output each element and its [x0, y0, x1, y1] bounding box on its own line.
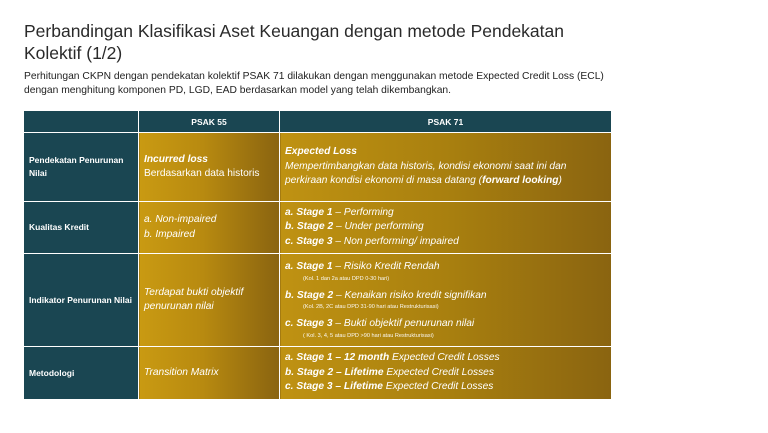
- psak71-kualitas-a: a. Stage 1 – Performing: [285, 206, 394, 218]
- psak71-indikator-c: c. Stage 3 – Bukti objektif penurunan nilai: [285, 318, 475, 330]
- psak71-kualitas-cell: [280, 202, 612, 254]
- psak71-forward-looking: forward looking: [482, 175, 559, 187]
- comparison-table: [23, 110, 612, 400]
- header-psak55: PSAK 55: [139, 111, 280, 133]
- psak55-metodologi-cell: Transition Matrix: [139, 347, 280, 400]
- psak71-indikator-cell: [280, 254, 612, 347]
- psak55-indikator-cell: Terdapat bukti objektif penurunan nilai: [139, 254, 280, 347]
- psak71-metodologi-a: a. Stage 1 – 12 month Expected Credit Losses: [285, 352, 500, 364]
- row-label-indikator: Indikator Penurunan Nilai: [24, 254, 139, 347]
- psak71-metodologi-cell: [280, 347, 612, 400]
- table-row: [24, 347, 612, 400]
- psak71-indikator-a: a. Stage 1 – Risiko Kredit Rendah: [285, 261, 440, 273]
- header-blank: [24, 111, 139, 133]
- header-psak71: PSAK 71: [280, 111, 612, 133]
- psak55-pendekatan-text: Berdasarkan data historis: [144, 168, 260, 179]
- row-label-pendekatan: Pendekatan Penurunan Nilai: [24, 133, 139, 202]
- psak71-indikator-b: b. Stage 2 – Kenaikan risiko kredit signifikan: [285, 289, 487, 301]
- psak71-pendekatan-heading: Expected Loss: [285, 146, 357, 158]
- table-header-row: [24, 111, 612, 133]
- psak55-pendekatan-heading: Incurred loss: [144, 153, 208, 165]
- psak71-indikator-a-note: (Kol. 1 dan 2a atau DPD 0-30 hari): [303, 275, 390, 282]
- page-title: Perbandingan Klasifikasi Aset Keuangan dengan metode Pendekatan Kolektif (1/2): [24, 21, 564, 63]
- psak71-pendekatan-end: ): [558, 175, 562, 187]
- psak71-indikator-b-note: (Kol. 2B, 2C atau DPD 31-90 hari atau Restrukturisasi): [303, 304, 439, 311]
- psak71-indikator-c-note: ( Kol. 3, 4, 5 atau DPD >90 hari atau Restrukturisasi): [303, 332, 434, 339]
- table-row: [24, 254, 612, 347]
- table-row: [24, 133, 612, 202]
- psak71-pendekatan-cell: [280, 133, 612, 202]
- psak71-metodologi-b: b. Stage 2 – Lifetime Expected Credit Losses: [285, 366, 494, 378]
- psak55-kualitas-cell: [139, 202, 280, 254]
- row-label-metodologi: Metodologi: [24, 347, 139, 400]
- psak55-pendekatan-cell: [139, 133, 280, 202]
- table-row: [24, 202, 612, 254]
- psak71-metodologi-c: c. Stage 3 – Lifetime Expected Credit Losses: [285, 381, 494, 393]
- psak71-pendekatan-text: Mempertimbangkan data historis, kondisi ekonomi saat ini dan perkiraan kondisi ekonomi di masa datang (: [285, 160, 567, 187]
- psak71-kualitas-b: b. Stage 2 – Under performing: [285, 221, 424, 233]
- psak55-kualitas-b: b. Impaired: [144, 228, 195, 240]
- row-label-kualitas: Kualitas Kredit: [24, 202, 139, 254]
- psak71-kualitas-c: c. Stage 3 – Non performing/ impaired: [285, 235, 459, 247]
- page-subtitle: Perhitungan CKPN dengan pendekatan kolektif PSAK 71 dilakukan dengan menggunakan metode Expected Credit Loss (ECL) dengan menghitung komponen PD, LGD, EAD berdasarkan model yang telah dikembangkan.: [24, 71, 604, 96]
- psak55-kualitas-a: a. Non-impaired: [144, 214, 217, 225]
